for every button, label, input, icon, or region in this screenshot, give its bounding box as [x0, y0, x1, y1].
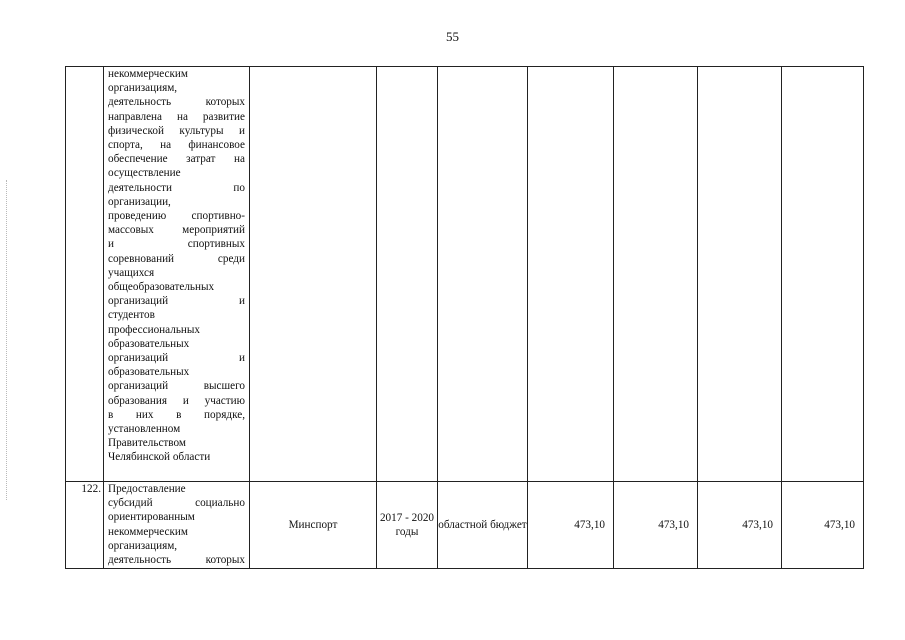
table-row	[66, 67, 864, 482]
description-line: направлена на развитие	[108, 110, 245, 123]
amount-cell	[782, 67, 864, 482]
funding-source-cell: областной бюджет	[438, 482, 528, 569]
amount-cell	[528, 67, 614, 482]
funding-source-cell	[438, 67, 528, 482]
description-line: учащихся	[108, 266, 155, 279]
executor-cell	[250, 67, 377, 482]
table-row	[66, 482, 864, 569]
margin-dotted-line	[6, 180, 7, 500]
description-line: Правительством	[108, 437, 186, 450]
amount-cell: 473,10	[614, 482, 698, 569]
description-line: организаций и	[108, 352, 245, 365]
period-cell	[377, 67, 438, 482]
description-line: организациям,	[108, 82, 178, 95]
description-line: организаций высшего	[108, 380, 245, 393]
description-line: Предоставление	[108, 483, 186, 495]
description-line: студентов	[108, 309, 155, 322]
description-line: организаций и	[108, 295, 245, 308]
description-line: образования и участию	[108, 394, 245, 407]
description-line: субсидий социально	[108, 497, 245, 510]
description-line: деятельности по	[108, 181, 245, 194]
description-line: образовательных	[108, 337, 190, 350]
amount-cell: 473,10	[698, 482, 782, 569]
program-table	[65, 66, 864, 569]
page-number: 55	[446, 29, 459, 44]
description-line: Челябинской области	[108, 451, 211, 464]
description-line: в них в порядке,	[108, 408, 245, 421]
description-line: организациям,	[108, 539, 178, 552]
description-line: некоммерческим	[108, 68, 188, 80]
amount-cell	[614, 67, 698, 482]
description-line: массовых мероприятий	[108, 224, 245, 237]
description-line: профессиональных	[108, 323, 201, 336]
row-description	[104, 67, 250, 482]
row-number	[66, 67, 104, 482]
description-line: деятельность которых	[108, 554, 245, 567]
amount-cell	[698, 67, 782, 482]
period-cell: 2017 - 2020 годы	[377, 482, 438, 569]
description-line: проведению спортивно-	[108, 210, 245, 223]
description-line: деятельность которых	[108, 96, 245, 109]
description-line: осуществление	[108, 167, 181, 180]
description-line: физической культуры и	[108, 124, 245, 137]
program-table-container	[65, 66, 864, 569]
description-line: спорта, на финансовое	[108, 139, 245, 152]
description-line: некоммерческим	[108, 525, 188, 538]
row-description	[104, 482, 250, 569]
description-line: образовательных	[108, 366, 190, 379]
description-line: и спортивных	[108, 238, 245, 251]
executor-cell: Минспорт	[250, 482, 377, 569]
description-line: организации,	[108, 195, 171, 208]
amount-cell: 473,10	[782, 482, 864, 569]
row-number: 122.	[66, 482, 104, 569]
description-line: соревнований среди	[108, 252, 245, 265]
amount-cell: 473,10	[528, 482, 614, 569]
description-line: установленном	[108, 423, 181, 436]
description-line: общеобразовательных	[108, 281, 215, 294]
description-line: ориентированным	[108, 511, 195, 524]
description-line: обеспечение затрат на	[108, 153, 245, 166]
